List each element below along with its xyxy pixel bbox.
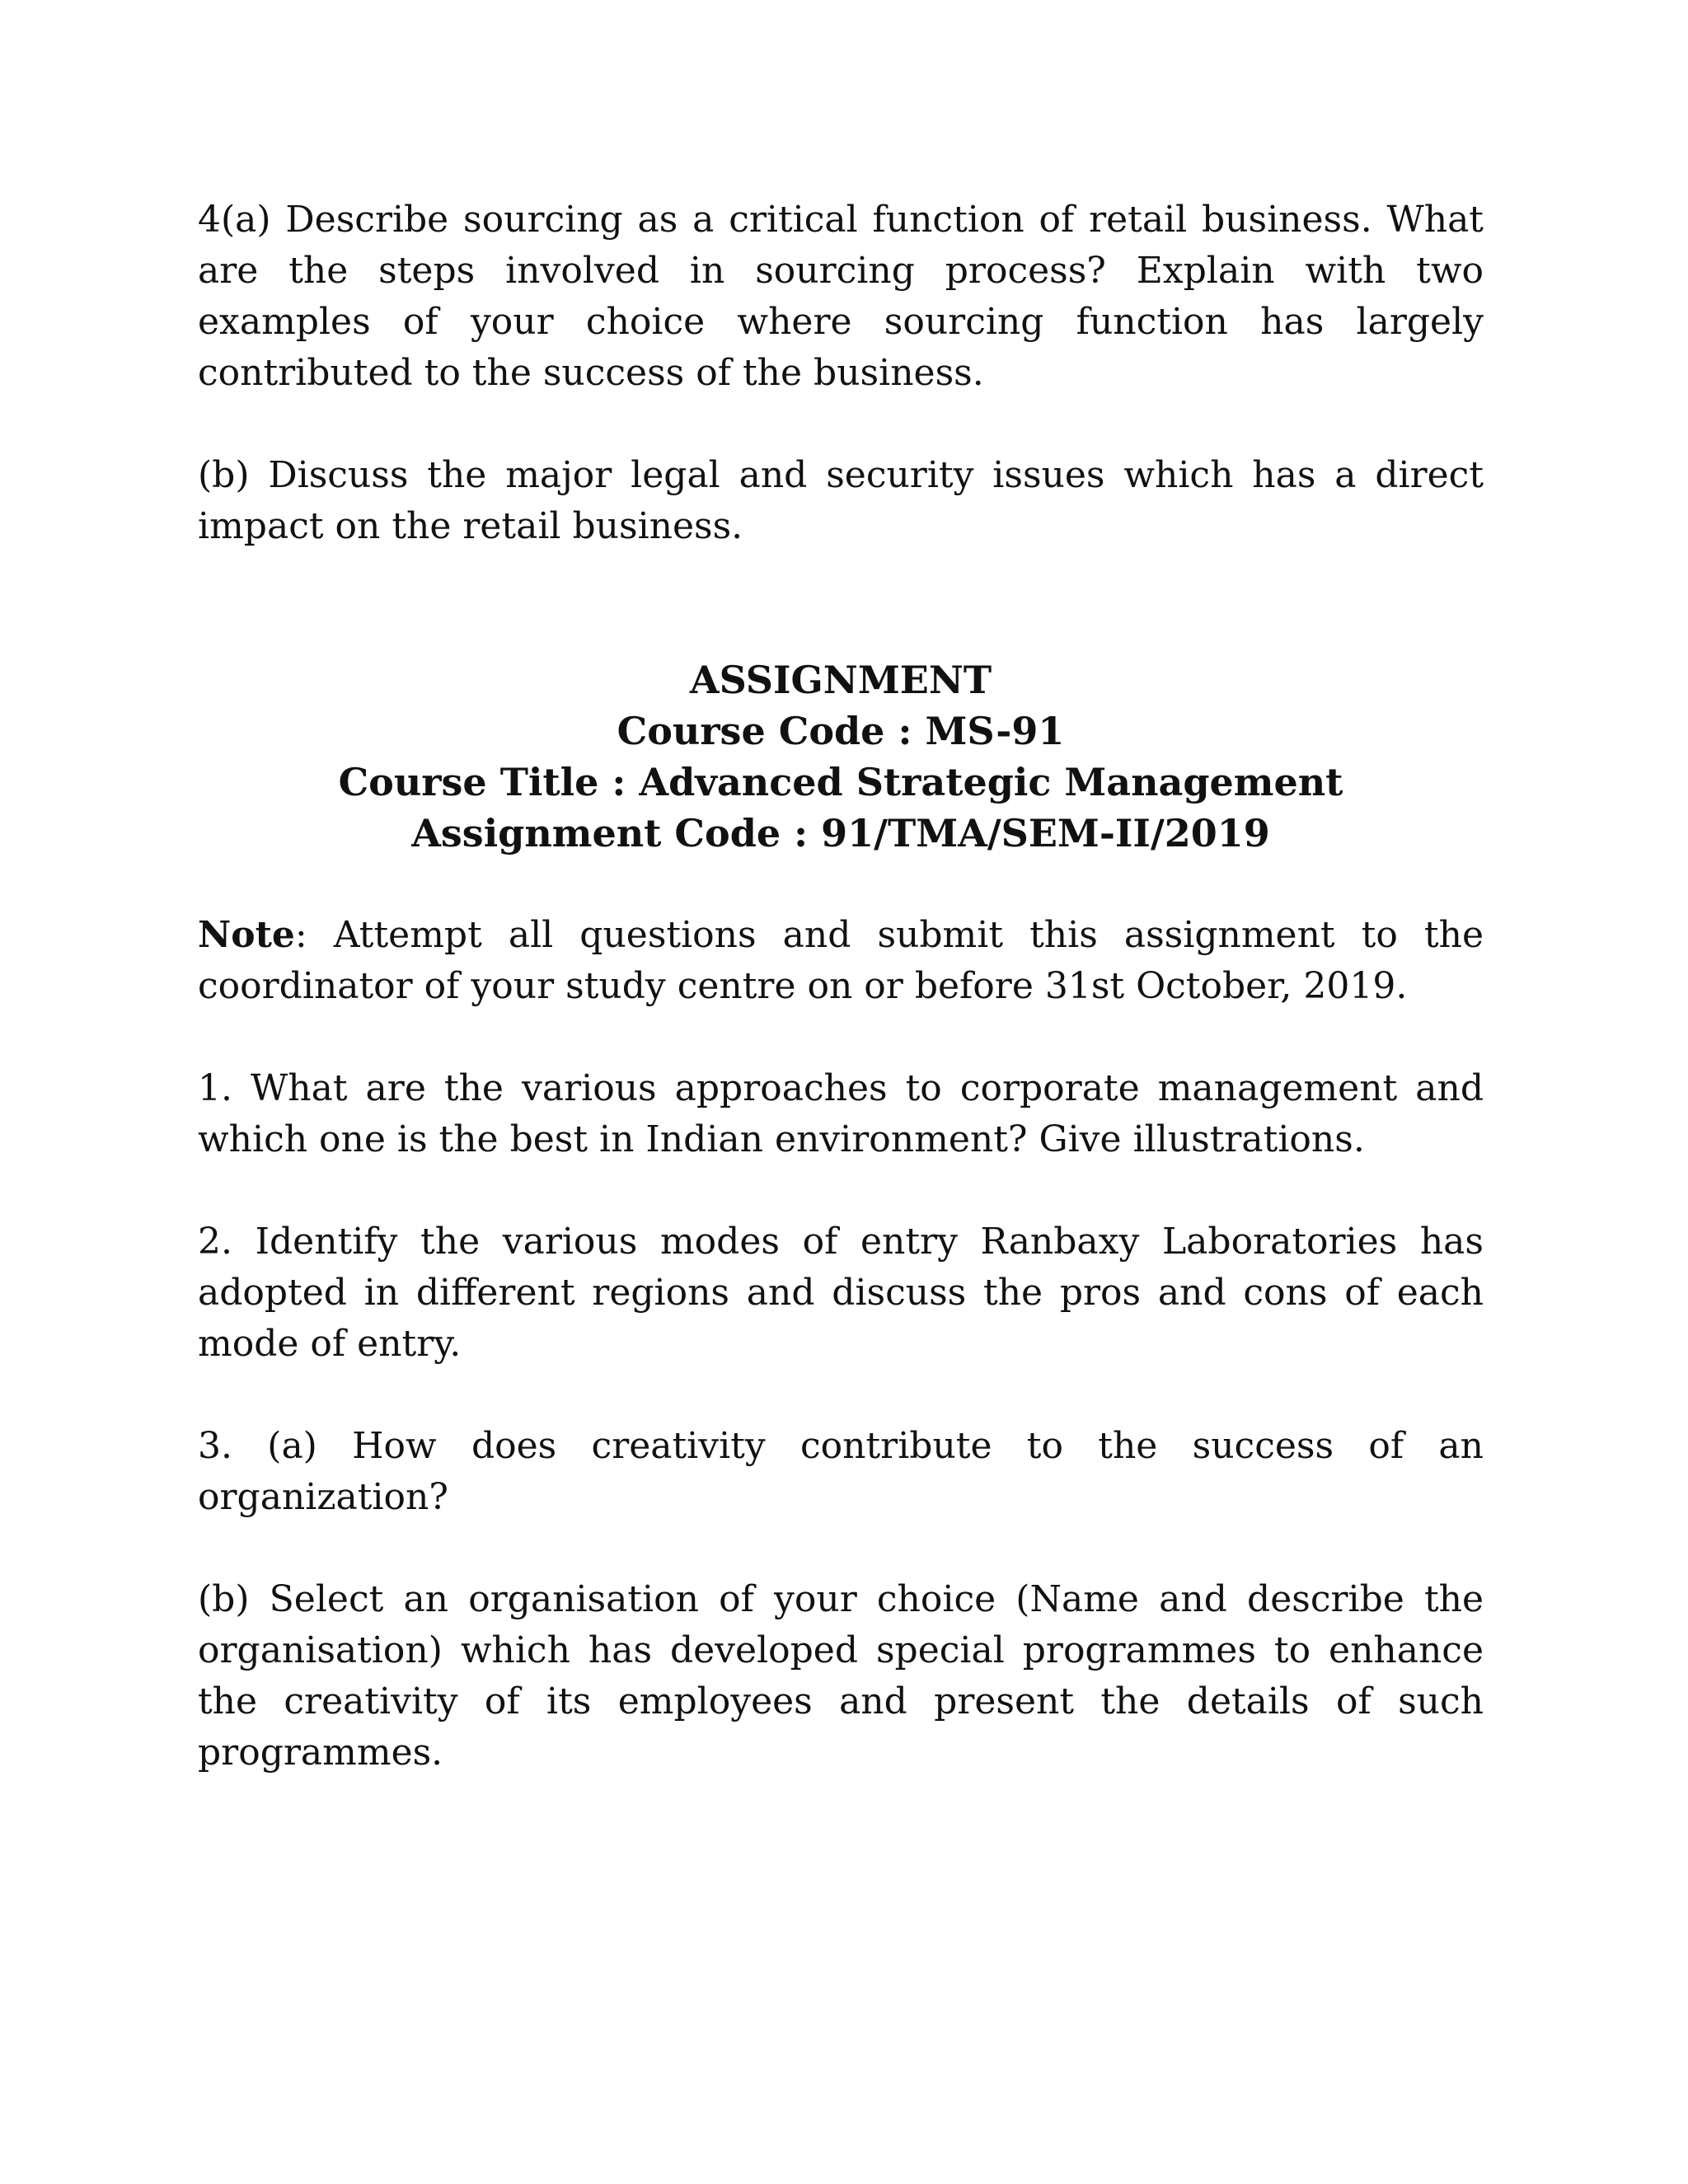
question-2: 2. Identify the various modes of entry Ranbaxy Laboratories has adopted in different regions and discuss the pros and cons of each mode of entry.: [198, 1221, 1484, 1365]
question-4a: 4(a) Describe sourcing as a critical function of retail business. What are the steps involved in sourcing process? Explain with two examples of your choice where sourcing function has largely contributed to the success of the business.: [198, 199, 1484, 394]
question-1: 1. What are the various approaches to corporate management and which one is the best in Indian environment? Give illustrations.: [198, 1067, 1484, 1160]
note-label: Note: [198, 914, 295, 956]
note-text: : Attempt all questions and submit this assignment to the coordinator of your study centre on or before 31st October, 2019.: [198, 914, 1484, 1007]
question-3a: 3. (a) How does creativity contribute to the success of an organization?: [198, 1425, 1484, 1518]
question-3b: (b) Select an organisation of your choice (Name and describe the organisation) which has developed special programmes to enhance the creativity of its employees and present the details of such programmes.: [198, 1578, 1484, 1774]
course-code: Course Code : MS-91: [617, 709, 1065, 753]
assignment-code: Assignment Code : 91/TMA/SEM-II/2019: [411, 811, 1270, 855]
note-paragraph: [198, 910, 1484, 1012]
course-title: Course Title : Advanced Strategic Management: [338, 760, 1343, 804]
question-4b: (b) Discuss the major legal and security issues which has a direct impact on the retail business.: [198, 454, 1484, 547]
assignment-title: ASSIGNMENT: [689, 658, 992, 702]
assignment-heading: [198, 654, 1484, 859]
document-body: [198, 194, 1484, 1779]
